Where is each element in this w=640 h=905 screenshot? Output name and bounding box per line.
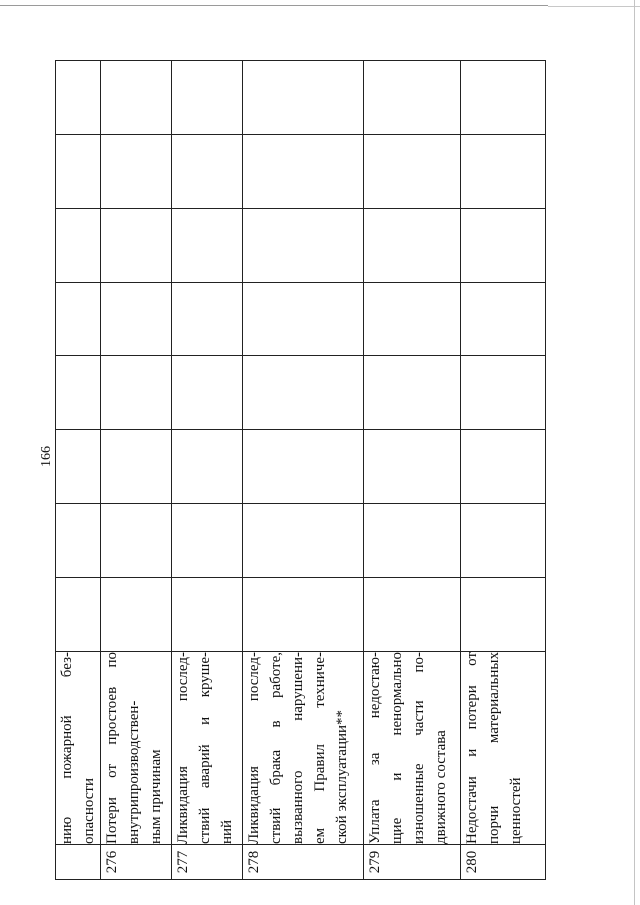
item-name-line: ным причинам <box>148 749 164 844</box>
table-row <box>364 61 461 880</box>
item-name-cell <box>461 652 546 845</box>
item-name-cell <box>56 652 101 845</box>
item-name-line: щие и ненормально <box>389 652 405 844</box>
empty-cell <box>56 208 101 282</box>
item-name-line: ем Правил техниче- <box>312 652 328 844</box>
scan-edge <box>548 6 640 7</box>
table-row <box>101 61 172 880</box>
item-name-line: внутрипроизводствен- <box>126 700 142 844</box>
item-name-line: ской эксплуатации** <box>334 709 350 844</box>
table-row <box>56 61 101 880</box>
empty-cell <box>172 208 243 282</box>
cost-items-table <box>55 60 546 880</box>
empty-cell <box>364 356 461 430</box>
empty-cell <box>101 61 172 135</box>
empty-cell <box>172 61 243 135</box>
row-number: 277 <box>172 845 243 880</box>
empty-cell <box>364 134 461 208</box>
item-name-line: ценностей <box>508 777 524 844</box>
empty-cell <box>243 578 364 652</box>
empty-cell <box>243 504 364 578</box>
row-number <box>56 845 101 880</box>
table-row <box>243 61 364 880</box>
empty-cell <box>461 356 546 430</box>
empty-cell <box>364 504 461 578</box>
empty-cell <box>243 356 364 430</box>
item-name-line: опасности <box>81 778 97 844</box>
empty-cell <box>56 430 101 504</box>
empty-cell <box>243 208 364 282</box>
empty-cell <box>56 282 101 356</box>
table-row <box>172 61 243 880</box>
empty-cell <box>101 356 172 430</box>
item-name-line: вызванного нарушени- <box>290 652 306 844</box>
empty-cell <box>461 504 546 578</box>
item-name-line: Ликвидация послед- <box>246 652 262 844</box>
row-number: 279 <box>364 845 461 880</box>
item-name-line: ствий брака в работе, <box>268 652 284 844</box>
empty-cell <box>101 578 172 652</box>
empty-cell <box>461 208 546 282</box>
row-number: 276 <box>101 845 172 880</box>
empty-cell <box>243 134 364 208</box>
row-number: 280 <box>461 845 546 880</box>
empty-cell <box>461 61 546 135</box>
item-name-line: ствий аварий и круше- <box>197 652 213 844</box>
empty-cell <box>461 430 546 504</box>
empty-cell <box>101 282 172 356</box>
empty-cell <box>172 504 243 578</box>
empty-cell <box>364 578 461 652</box>
empty-cell <box>56 134 101 208</box>
empty-cell <box>172 578 243 652</box>
empty-cell <box>56 504 101 578</box>
empty-cell <box>243 430 364 504</box>
empty-cell <box>101 504 172 578</box>
empty-cell <box>172 430 243 504</box>
empty-cell <box>101 134 172 208</box>
empty-cell <box>172 282 243 356</box>
empty-cell <box>172 134 243 208</box>
empty-cell <box>243 282 364 356</box>
empty-cell <box>56 356 101 430</box>
item-name-line: изношенные части по- <box>411 652 427 844</box>
item-name-line: Потери от простоев по <box>104 652 120 844</box>
scan-edge <box>634 0 635 905</box>
item-name-cell <box>172 652 243 845</box>
scan-edge <box>0 5 548 6</box>
item-name-line: нию пожарной без- <box>59 652 75 844</box>
empty-cell <box>101 430 172 504</box>
item-name-line: движного состава <box>433 730 449 844</box>
rotated-table-container <box>55 60 535 880</box>
item-name-cell <box>364 652 461 845</box>
empty-cell <box>243 61 364 135</box>
empty-cell <box>364 61 461 135</box>
empty-cell <box>56 578 101 652</box>
empty-cell <box>364 208 461 282</box>
item-name-line: ний <box>219 819 235 844</box>
empty-cell <box>364 282 461 356</box>
page-number: 166 <box>39 446 54 467</box>
empty-cell <box>461 578 546 652</box>
item-name-line: порчи материальных <box>486 652 502 844</box>
item-name-cell <box>243 652 364 845</box>
table-row <box>461 61 546 880</box>
empty-cell <box>172 356 243 430</box>
item-name-line: Недостачи и потери от <box>464 652 480 844</box>
empty-cell <box>101 208 172 282</box>
item-name-cell <box>101 652 172 845</box>
empty-cell <box>56 61 101 135</box>
item-name-line: Ликвидация послед- <box>175 652 191 844</box>
empty-cell <box>364 430 461 504</box>
item-name-line: Уплата за недостаю- <box>367 652 383 844</box>
empty-cell <box>461 134 546 208</box>
empty-cell <box>461 282 546 356</box>
row-number: 278 <box>243 845 364 880</box>
